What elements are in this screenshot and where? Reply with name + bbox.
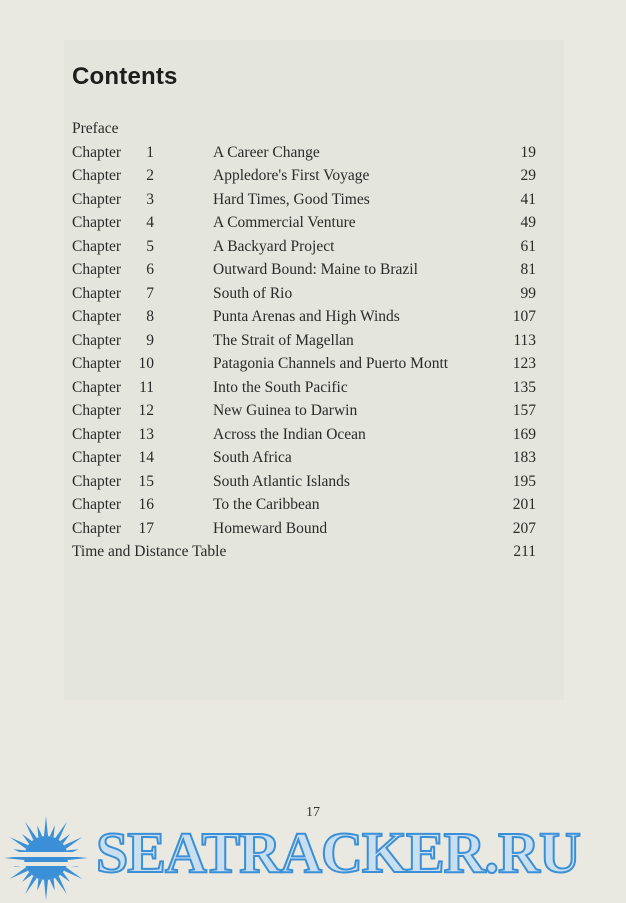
sun-ray: [60, 872, 70, 882]
toc-chapter-number: 11: [139, 378, 154, 396]
sun-ray: [64, 837, 82, 849]
toc-chapter-title: Homeward Bound: [213, 519, 328, 537]
sun-ray: [37, 825, 42, 837]
toc-chapter-title: Hard Times, Good Times: [213, 190, 370, 208]
toc-chapter-row: [72, 188, 536, 212]
toc-chapter-row: [72, 258, 536, 282]
toc-chapter-row: [72, 141, 536, 165]
toc-chapter-number: 12: [138, 402, 154, 419]
toc-chapter-label: Chapter: [72, 355, 122, 372]
toc-chapter-label: Chapter: [72, 496, 122, 513]
toc-chapter-number: 9: [146, 331, 154, 349]
toc-chapter-page: 201: [512, 496, 536, 513]
toc-chapter-page: 207: [512, 519, 536, 537]
toc-chapter-page: 29: [520, 167, 536, 184]
toc-chapter-title: Across the Indian Ocean: [213, 425, 366, 443]
sun-ray: [10, 867, 28, 879]
sun-ray: [44, 816, 48, 836]
toc-chapter-page: 49: [520, 214, 536, 231]
sun-ray: [44, 880, 48, 900]
toc-chapter-page: 81: [520, 261, 536, 278]
toc-chapter-label: Chapter: [72, 284, 122, 302]
toc-appendix-title: Time and Distance Table: [72, 543, 227, 560]
toc-chapter-label: Chapter: [72, 308, 122, 325]
toc-chapter-number: 13: [138, 425, 154, 443]
toc-chapter-title: Patagonia Channels and Puerto Montt: [213, 355, 449, 372]
toc-chapter-page: 195: [512, 472, 536, 490]
page-number: 17: [306, 805, 320, 820]
toc-chapter-row: [72, 164, 536, 188]
toc-chapter-row: [72, 423, 536, 447]
toc-chapter-title: Into the South Pacific: [213, 378, 348, 396]
toc-chapter-title: To the Caribbean: [213, 496, 320, 513]
toc-chapter-number: 3: [146, 190, 154, 208]
toc-preface: Preface: [72, 120, 119, 137]
toc-chapter-title: South Africa: [213, 449, 292, 466]
toc-chapter-row: [72, 235, 536, 259]
sun-ray: [22, 834, 32, 844]
toc-chapter-title: Punta Arenas and High Winds: [213, 308, 400, 325]
table-of-contents: [72, 117, 536, 564]
toc-chapter-title: A Career Change: [213, 143, 320, 161]
toc-chapter-label: Chapter: [72, 472, 122, 490]
toc-chapter-number: 1: [146, 143, 154, 161]
toc-chapter-label: Chapter: [72, 402, 122, 419]
toc-chapter-label: Chapter: [72, 425, 122, 443]
toc-chapter-number: 2: [146, 167, 154, 184]
toc-chapter-row: [72, 211, 536, 235]
toc-chapter-number: 10: [138, 355, 154, 372]
sun-ray: [25, 822, 37, 840]
toc-chapter-page: 61: [520, 237, 536, 255]
toc-chapter-list: [72, 141, 536, 541]
toc-chapter-label: Chapter: [72, 261, 122, 278]
toc-chapter-row: [72, 517, 536, 541]
toc-chapter-title: A Commercial Venture: [213, 214, 356, 231]
toc-chapter-title: The Strait of Magellan: [213, 331, 354, 349]
toc-chapter-row: [72, 329, 536, 353]
toc-chapter-page: 107: [512, 308, 536, 325]
toc-chapter-row: [72, 376, 536, 400]
toc-chapter-title: A Backyard Project: [213, 237, 335, 255]
toc-chapter-number: 17: [138, 519, 154, 537]
sun-ray: [50, 825, 55, 837]
watermark: [0, 808, 626, 903]
toc-chapter-number: 8: [146, 308, 154, 325]
sun-ray: [55, 822, 67, 840]
sun-ray: [64, 867, 82, 879]
toc-preface-row: [72, 117, 536, 141]
toc-chapter-number: 5: [146, 237, 154, 255]
sun-ray: [50, 879, 55, 891]
toc-chapter-row: [72, 446, 536, 470]
toc-chapter-page: 123: [512, 355, 536, 372]
toc-chapter-number: 16: [138, 496, 154, 513]
toc-chapter-row: [72, 493, 536, 517]
sun-ray: [37, 879, 42, 891]
toc-chapter-label: Chapter: [72, 237, 122, 255]
toc-chapter-title: Appledore's First Voyage: [213, 167, 370, 184]
toc-chapter-row: [72, 282, 536, 306]
sun-ray: [10, 837, 28, 849]
sun-logo-icon: [0, 814, 92, 902]
toc-chapter-row: [72, 470, 536, 494]
toc-chapter-label: Chapter: [72, 190, 122, 208]
toc-chapter-title: South Atlantic Islands: [213, 472, 350, 490]
toc-chapter-page: 99: [520, 284, 536, 302]
toc-chapter-page: 169: [512, 425, 536, 443]
toc-chapter-number: 7: [146, 284, 154, 302]
toc-chapter-label: Chapter: [72, 378, 122, 396]
watermark-text: SEATRACKER.RU: [96, 820, 580, 885]
toc-chapter-title: New Guinea to Darwin: [213, 402, 358, 419]
sun-ray: [25, 876, 37, 894]
toc-chapter-number: 14: [138, 449, 154, 466]
toc-chapter-title: South of Rio: [213, 284, 293, 302]
toc-chapter-label: Chapter: [72, 449, 122, 466]
toc-chapter-page: 135: [512, 378, 536, 396]
toc-chapter-page: 19: [520, 143, 536, 161]
sun-ray: [22, 872, 32, 882]
toc-appendix-row: [72, 540, 536, 564]
toc-chapter-row: [72, 305, 536, 329]
sun-ray: [60, 834, 70, 844]
toc-chapter-page: 157: [512, 402, 536, 419]
toc-chapter-label: Chapter: [72, 331, 122, 349]
toc-appendix-page: 211: [513, 543, 536, 560]
toc-chapter-page: 183: [512, 449, 536, 466]
toc-chapter-number: 6: [146, 261, 154, 278]
toc-chapter-label: Chapter: [72, 519, 122, 537]
toc-chapter-number: 4: [146, 214, 154, 231]
toc-chapter-page: 113: [513, 331, 536, 349]
toc-chapter-title: Outward Bound: Maine to Brazil: [213, 261, 418, 278]
toc-chapter-row: [72, 399, 536, 423]
toc-chapter-label: Chapter: [72, 214, 122, 231]
toc-chapter-page: 41: [520, 190, 536, 208]
sun-ray: [55, 876, 67, 894]
toc-chapter-label: Chapter: [72, 143, 122, 161]
toc-chapter-row: [72, 352, 536, 376]
toc-chapter-label: Chapter: [72, 167, 122, 184]
page-title: Contents: [72, 63, 178, 90]
toc-chapter-number: 15: [138, 472, 154, 490]
